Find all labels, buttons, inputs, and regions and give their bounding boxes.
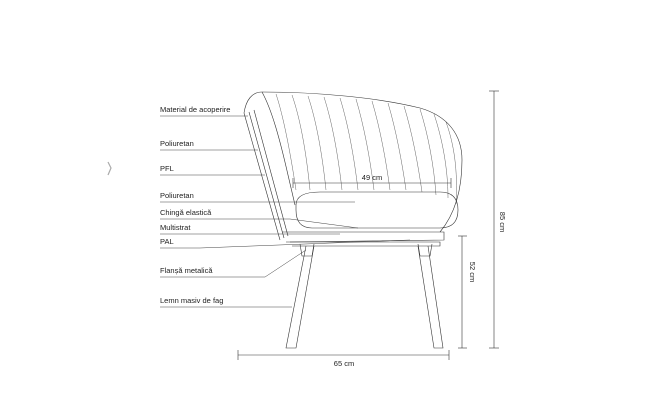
label-cover: Material de acoperire (160, 105, 231, 114)
label-pfl: PFL (160, 164, 174, 173)
dim-65-label: 65 cm (333, 359, 355, 368)
label-flange: Flanșă metalică (160, 266, 213, 275)
dim-65 (238, 350, 449, 368)
backrest-inner-edge (262, 92, 295, 205)
dim-52-label: 52 cm (468, 261, 477, 283)
back-frame (244, 113, 280, 240)
dim-52 (458, 236, 477, 348)
label-foam-back: Poliuretan (160, 139, 194, 148)
label-wood: Lemn masiv de fag (160, 296, 224, 305)
seat-base (282, 232, 444, 242)
callouts (160, 105, 410, 307)
legs (286, 244, 443, 348)
dim-85-label: 85 cm (498, 211, 507, 233)
edge-mark (108, 162, 111, 175)
dim-85 (489, 91, 507, 348)
channel-ribs (276, 94, 457, 204)
dim-49 (293, 173, 451, 188)
label-belt: Chingă elastică (160, 208, 212, 217)
label-plywood: Multistrat (160, 223, 191, 232)
dim-49-label: 49 cm (361, 173, 383, 182)
seat-cushion (296, 192, 458, 228)
label-pal: PAL (160, 237, 174, 246)
label-foam-seat: Poliuretan (160, 191, 194, 200)
